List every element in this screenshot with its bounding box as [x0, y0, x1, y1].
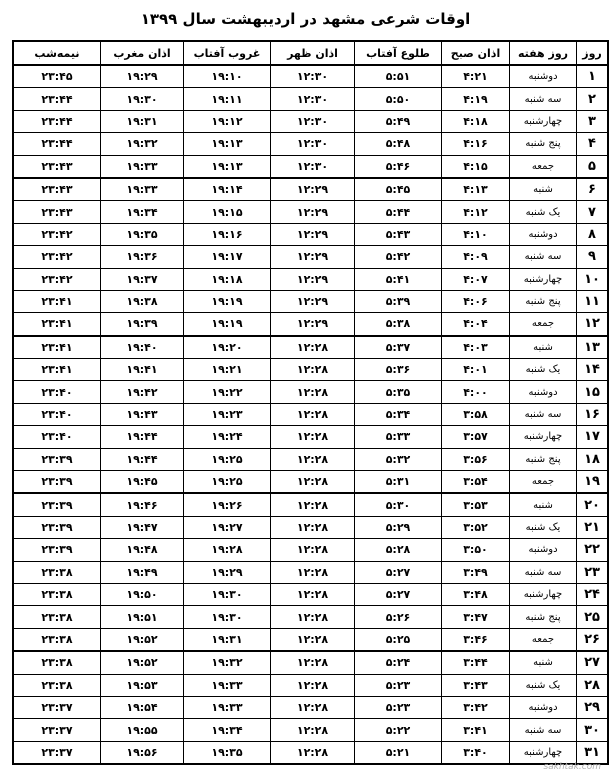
header-fajr: اذان صبح	[442, 41, 510, 65]
cell-sunrise: ۵:۲۶	[355, 606, 442, 628]
cell-sunset: ۱۹:۱۹	[184, 290, 271, 312]
table-row	[13, 674, 608, 696]
cell-dhuhr: ۱۲:۲۸	[271, 448, 355, 470]
cell-maghrib: ۱۹:۳۵	[101, 223, 184, 245]
cell-day: ۲۵	[577, 606, 609, 628]
cell-fajr: ۴:۰۴	[442, 313, 510, 336]
cell-dhuhr: ۱۲:۲۸	[271, 493, 355, 516]
cell-midnight: ۲۳:۳۹	[13, 493, 101, 516]
cell-dhuhr: ۱۲:۲۹	[271, 268, 355, 290]
cell-day: ۶	[577, 178, 609, 201]
cell-weekday: دوشنبه	[510, 539, 577, 561]
cell-weekday: جمعه	[510, 155, 577, 178]
cell-sunrise: ۵:۲۵	[355, 628, 442, 651]
cell-weekday: جمعه	[510, 313, 577, 336]
cell-sunset: ۱۹:۲۸	[184, 539, 271, 561]
header-sunset: غروب آفتاب	[184, 41, 271, 65]
cell-sunrise: ۵:۲۷	[355, 583, 442, 605]
table-row	[13, 65, 608, 88]
header-sunrise: طلوع آفتاب	[355, 41, 442, 65]
cell-weekday: شنبه	[510, 493, 577, 516]
cell-dhuhr: ۱۲:۲۸	[271, 403, 355, 425]
cell-weekday: جمعه	[510, 471, 577, 494]
cell-maghrib: ۱۹:۵۱	[101, 606, 184, 628]
cell-sunset: ۱۹:۲۴	[184, 426, 271, 448]
cell-sunrise: ۵:۲۱	[355, 741, 442, 764]
cell-maghrib: ۱۹:۴۸	[101, 539, 184, 561]
cell-sunset: ۱۹:۳۳	[184, 696, 271, 718]
cell-dhuhr: ۱۲:۲۸	[271, 606, 355, 628]
cell-sunrise: ۵:۳۱	[355, 471, 442, 494]
cell-fajr: ۳:۵۳	[442, 493, 510, 516]
cell-day: ۱۸	[577, 448, 609, 470]
cell-dhuhr: ۱۲:۳۰	[271, 88, 355, 110]
cell-day: ۱۱	[577, 290, 609, 312]
cell-fajr: ۴:۱۸	[442, 110, 510, 132]
cell-sunset: ۱۹:۳۵	[184, 741, 271, 764]
cell-fajr: ۳:۴۷	[442, 606, 510, 628]
cell-sunrise: ۵:۴۹	[355, 110, 442, 132]
cell-maghrib: ۱۹:۳۹	[101, 313, 184, 336]
cell-dhuhr: ۱۲:۳۰	[271, 133, 355, 155]
cell-midnight: ۲۳:۳۹	[13, 539, 101, 561]
cell-weekday: پنج شنبه	[510, 448, 577, 470]
cell-sunrise: ۵:۴۱	[355, 268, 442, 290]
cell-weekday: سه شنبه	[510, 719, 577, 741]
cell-day: ۱۵	[577, 381, 609, 403]
table-row	[13, 336, 608, 359]
table-row	[13, 313, 608, 336]
cell-fajr: ۴:۲۱	[442, 65, 510, 88]
cell-maghrib: ۱۹:۴۴	[101, 448, 184, 470]
cell-maghrib: ۱۹:۴۹	[101, 561, 184, 583]
cell-weekday: دوشنبه	[510, 65, 577, 88]
cell-sunrise: ۵:۴۶	[355, 155, 442, 178]
header-midnight: نیمه‌شب	[13, 41, 101, 65]
table-row	[13, 448, 608, 470]
table-row	[13, 539, 608, 561]
cell-fajr: ۴:۱۹	[442, 88, 510, 110]
cell-sunrise: ۵:۳۵	[355, 381, 442, 403]
table-row	[13, 201, 608, 223]
cell-weekday: پنج شنبه	[510, 606, 577, 628]
cell-sunrise: ۵:۲۳	[355, 674, 442, 696]
cell-midnight: ۲۳:۳۷	[13, 696, 101, 718]
cell-sunrise: ۵:۴۳	[355, 223, 442, 245]
cell-maghrib: ۱۹:۴۴	[101, 426, 184, 448]
header-maghrib: اذان مغرب	[101, 41, 184, 65]
table-header-row	[13, 41, 608, 65]
cell-sunrise: ۵:۲۸	[355, 539, 442, 561]
cell-maghrib: ۱۹:۵۴	[101, 696, 184, 718]
cell-midnight: ۲۳:۴۲	[13, 246, 101, 268]
cell-dhuhr: ۱۲:۲۸	[271, 628, 355, 651]
cell-midnight: ۲۳:۳۸	[13, 606, 101, 628]
cell-day: ۱۴	[577, 359, 609, 381]
cell-day: ۱۹	[577, 471, 609, 494]
cell-weekday: یک شنبه	[510, 359, 577, 381]
cell-midnight: ۲۳:۳۹	[13, 516, 101, 538]
cell-fajr: ۴:۱۵	[442, 155, 510, 178]
cell-fajr: ۳:۵۴	[442, 471, 510, 494]
cell-midnight: ۲۳:۳۹	[13, 471, 101, 494]
cell-weekday: یک شنبه	[510, 201, 577, 223]
cell-day: ۲۲	[577, 539, 609, 561]
cell-sunset: ۱۹:۱۵	[184, 201, 271, 223]
cell-sunrise: ۵:۵۱	[355, 65, 442, 88]
cell-sunrise: ۵:۳۶	[355, 359, 442, 381]
cell-fajr: ۳:۴۴	[442, 651, 510, 674]
cell-day: ۱۰	[577, 268, 609, 290]
cell-day: ۱۷	[577, 426, 609, 448]
cell-fajr: ۳:۴۲	[442, 696, 510, 718]
cell-sunrise: ۵:۴۵	[355, 178, 442, 201]
cell-sunset: ۱۹:۱۹	[184, 313, 271, 336]
cell-midnight: ۲۳:۴۰	[13, 426, 101, 448]
cell-midnight: ۲۳:۴۱	[13, 336, 101, 359]
cell-day: ۲۹	[577, 696, 609, 718]
cell-sunset: ۱۹:۱۷	[184, 246, 271, 268]
cell-sunset: ۱۹:۲۷	[184, 516, 271, 538]
cell-dhuhr: ۱۲:۲۸	[271, 359, 355, 381]
cell-sunset: ۱۹:۱۸	[184, 268, 271, 290]
cell-maghrib: ۱۹:۳۳	[101, 178, 184, 201]
cell-maghrib: ۱۹:۲۹	[101, 65, 184, 88]
cell-fajr: ۴:۰۳	[442, 336, 510, 359]
cell-sunset: ۱۹:۲۵	[184, 471, 271, 494]
cell-day: ۲۳	[577, 561, 609, 583]
cell-dhuhr: ۱۲:۲۸	[271, 583, 355, 605]
cell-day: ۹	[577, 246, 609, 268]
cell-sunrise: ۵:۲۲	[355, 719, 442, 741]
table-row	[13, 223, 608, 245]
cell-day: ۲۶	[577, 628, 609, 651]
cell-midnight: ۲۳:۳۸	[13, 583, 101, 605]
cell-weekday: سه شنبه	[510, 246, 577, 268]
cell-dhuhr: ۱۲:۲۹	[271, 201, 355, 223]
cell-maghrib: ۱۹:۵۵	[101, 719, 184, 741]
cell-dhuhr: ۱۲:۲۸	[271, 381, 355, 403]
table-row	[13, 155, 608, 178]
cell-day: ۵	[577, 155, 609, 178]
cell-dhuhr: ۱۲:۲۹	[271, 223, 355, 245]
cell-day: ۱۶	[577, 403, 609, 425]
cell-fajr: ۳:۴۹	[442, 561, 510, 583]
cell-day: ۱۲	[577, 313, 609, 336]
cell-midnight: ۲۳:۳۸	[13, 561, 101, 583]
cell-weekday: چهارشنبه	[510, 583, 577, 605]
cell-day: ۸	[577, 223, 609, 245]
table-row	[13, 359, 608, 381]
cell-sunrise: ۵:۵۰	[355, 88, 442, 110]
header-dhuhr: اذان ظهر	[271, 41, 355, 65]
cell-maghrib: ۱۹:۳۸	[101, 290, 184, 312]
cell-sunrise: ۵:۳۲	[355, 448, 442, 470]
cell-weekday: چهارشنبه	[510, 426, 577, 448]
cell-sunrise: ۵:۲۴	[355, 651, 442, 674]
table-row	[13, 178, 608, 201]
cell-dhuhr: ۱۲:۲۸	[271, 516, 355, 538]
cell-sunrise: ۵:۲۹	[355, 516, 442, 538]
cell-midnight: ۲۳:۳۸	[13, 674, 101, 696]
cell-midnight: ۲۳:۴۳	[13, 201, 101, 223]
cell-midnight: ۲۳:۳۹	[13, 448, 101, 470]
cell-sunset: ۱۹:۳۲	[184, 651, 271, 674]
cell-fajr: ۳:۴۳	[442, 674, 510, 696]
cell-sunrise: ۵:۳۸	[355, 313, 442, 336]
cell-fajr: ۳:۵۲	[442, 516, 510, 538]
cell-maghrib: ۱۹:۴۳	[101, 403, 184, 425]
cell-fajr: ۴:۰۹	[442, 246, 510, 268]
cell-fajr: ۴:۱۰	[442, 223, 510, 245]
cell-weekday: دوشنبه	[510, 381, 577, 403]
prayer-times-table	[12, 40, 609, 765]
cell-weekday: چهارشنبه	[510, 741, 577, 764]
cell-weekday: چهارشنبه	[510, 110, 577, 132]
cell-midnight: ۲۳:۴۱	[13, 313, 101, 336]
cell-dhuhr: ۱۲:۲۸	[271, 539, 355, 561]
cell-midnight: ۲۳:۴۲	[13, 268, 101, 290]
cell-midnight: ۲۳:۳۸	[13, 651, 101, 674]
cell-dhuhr: ۱۲:۲۸	[271, 719, 355, 741]
cell-sunset: ۱۹:۱۴	[184, 178, 271, 201]
cell-fajr: ۴:۰۷	[442, 268, 510, 290]
cell-sunset: ۱۹:۳۴	[184, 719, 271, 741]
cell-fajr: ۴:۰۱	[442, 359, 510, 381]
cell-dhuhr: ۱۲:۲۹	[271, 313, 355, 336]
cell-sunset: ۱۹:۱۳	[184, 133, 271, 155]
cell-day: ۱	[577, 65, 609, 88]
cell-maghrib: ۱۹:۳۷	[101, 268, 184, 290]
table-row	[13, 696, 608, 718]
cell-sunset: ۱۹:۳۰	[184, 606, 271, 628]
cell-weekday: دوشنبه	[510, 223, 577, 245]
cell-midnight: ۲۳:۳۸	[13, 628, 101, 651]
cell-sunrise: ۵:۲۳	[355, 696, 442, 718]
cell-midnight: ۲۳:۴۲	[13, 223, 101, 245]
cell-maghrib: ۱۹:۳۰	[101, 88, 184, 110]
cell-midnight: ۲۳:۴۱	[13, 359, 101, 381]
cell-sunrise: ۵:۴۴	[355, 201, 442, 223]
cell-weekday: پنج شنبه	[510, 133, 577, 155]
cell-dhuhr: ۱۲:۲۹	[271, 178, 355, 201]
cell-weekday: شنبه	[510, 651, 577, 674]
cell-fajr: ۳:۵۰	[442, 539, 510, 561]
cell-midnight: ۲۳:۴۴	[13, 88, 101, 110]
cell-dhuhr: ۱۲:۳۰	[271, 155, 355, 178]
cell-day: ۲۷	[577, 651, 609, 674]
cell-sunset: ۱۹:۲۱	[184, 359, 271, 381]
cell-sunset: ۱۹:۱۶	[184, 223, 271, 245]
table-row	[13, 110, 608, 132]
cell-midnight: ۲۳:۴۳	[13, 178, 101, 201]
table-row	[13, 133, 608, 155]
cell-dhuhr: ۱۲:۲۸	[271, 471, 355, 494]
cell-day: ۳	[577, 110, 609, 132]
cell-maghrib: ۱۹:۳۶	[101, 246, 184, 268]
cell-maghrib: ۱۹:۴۶	[101, 493, 184, 516]
cell-dhuhr: ۱۲:۲۸	[271, 696, 355, 718]
cell-sunset: ۱۹:۲۳	[184, 403, 271, 425]
cell-fajr: ۳:۴۸	[442, 583, 510, 605]
cell-sunset: ۱۹:۳۳	[184, 674, 271, 696]
cell-weekday: چهارشنبه	[510, 268, 577, 290]
table-row	[13, 516, 608, 538]
cell-dhuhr: ۱۲:۳۰	[271, 65, 355, 88]
cell-sunrise: ۵:۳۷	[355, 336, 442, 359]
cell-sunrise: ۵:۳۴	[355, 403, 442, 425]
cell-dhuhr: ۱۲:۳۰	[271, 110, 355, 132]
cell-day: ۳۱	[577, 741, 609, 764]
cell-dhuhr: ۱۲:۲۸	[271, 426, 355, 448]
cell-maghrib: ۱۹:۳۳	[101, 155, 184, 178]
cell-weekday: یک شنبه	[510, 516, 577, 538]
cell-dhuhr: ۱۲:۲۸	[271, 651, 355, 674]
table-row	[13, 246, 608, 268]
cell-fajr: ۳:۴۶	[442, 628, 510, 651]
cell-weekday: سه شنبه	[510, 403, 577, 425]
cell-sunset: ۱۹:۲۵	[184, 448, 271, 470]
table-row	[13, 88, 608, 110]
cell-day: ۲۴	[577, 583, 609, 605]
cell-weekday: سه شنبه	[510, 88, 577, 110]
cell-sunset: ۱۹:۳۰	[184, 583, 271, 605]
cell-weekday: شنبه	[510, 178, 577, 201]
cell-sunset: ۱۹:۲۹	[184, 561, 271, 583]
cell-weekday: یک شنبه	[510, 674, 577, 696]
table-row	[13, 493, 608, 516]
cell-day: ۷	[577, 201, 609, 223]
cell-weekday: شنبه	[510, 336, 577, 359]
cell-day: ۲۰	[577, 493, 609, 516]
cell-sunrise: ۵:۳۳	[355, 426, 442, 448]
page-title: اوقات شرعی مشهد در اردیبهشت سال ۱۳۹۹	[140, 10, 471, 28]
table-row	[13, 426, 608, 448]
cell-dhuhr: ۱۲:۲۸	[271, 674, 355, 696]
cell-dhuhr: ۱۲:۲۸	[271, 336, 355, 359]
table-row	[13, 381, 608, 403]
cell-dhuhr: ۱۲:۲۸	[271, 561, 355, 583]
cell-midnight: ۲۳:۴۴	[13, 133, 101, 155]
watermark: sakhtak.com	[543, 762, 601, 772]
cell-midnight: ۲۳:۴۱	[13, 290, 101, 312]
cell-fajr: ۴:۰۰	[442, 381, 510, 403]
cell-weekday: سه شنبه	[510, 561, 577, 583]
header-day: روز	[577, 41, 609, 65]
cell-maghrib: ۱۹:۴۲	[101, 381, 184, 403]
cell-sunrise: ۵:۲۷	[355, 561, 442, 583]
table-row	[13, 628, 608, 651]
cell-fajr: ۳:۴۰	[442, 741, 510, 764]
table-row	[13, 561, 608, 583]
cell-fajr: ۴:۰۶	[442, 290, 510, 312]
table-row	[13, 741, 608, 764]
cell-midnight: ۲۳:۴۴	[13, 110, 101, 132]
cell-sunset: ۱۹:۲۶	[184, 493, 271, 516]
cell-midnight: ۲۳:۴۰	[13, 381, 101, 403]
cell-maghrib: ۱۹:۴۱	[101, 359, 184, 381]
table-row	[13, 583, 608, 605]
cell-sunrise: ۵:۴۲	[355, 246, 442, 268]
cell-fajr: ۴:۱۲	[442, 201, 510, 223]
cell-midnight: ۲۳:۴۰	[13, 403, 101, 425]
cell-day: ۲۸	[577, 674, 609, 696]
cell-sunset: ۱۹:۲۰	[184, 336, 271, 359]
cell-fajr: ۳:۵۶	[442, 448, 510, 470]
header-weekday: روز هفته	[510, 41, 577, 65]
cell-sunset: ۱۹:۲۲	[184, 381, 271, 403]
cell-day: ۲۱	[577, 516, 609, 538]
cell-day: ۲	[577, 88, 609, 110]
cell-day: ۱۳	[577, 336, 609, 359]
cell-dhuhr: ۱۲:۲۸	[271, 741, 355, 764]
cell-fajr: ۴:۱۶	[442, 133, 510, 155]
cell-dhuhr: ۱۲:۲۹	[271, 290, 355, 312]
cell-maghrib: ۱۹:۵۲	[101, 628, 184, 651]
cell-maghrib: ۱۹:۳۴	[101, 201, 184, 223]
table-row	[13, 471, 608, 494]
table-row	[13, 651, 608, 674]
cell-weekday: دوشنبه	[510, 696, 577, 718]
cell-maghrib: ۱۹:۴۰	[101, 336, 184, 359]
cell-weekday: جمعه	[510, 628, 577, 651]
cell-sunrise: ۵:۳۰	[355, 493, 442, 516]
cell-sunset: ۱۹:۱۱	[184, 88, 271, 110]
table-row	[13, 290, 608, 312]
cell-midnight: ۲۳:۴۳	[13, 155, 101, 178]
cell-dhuhr: ۱۲:۲۹	[271, 246, 355, 268]
cell-sunset: ۱۹:۱۳	[184, 155, 271, 178]
table-row	[13, 403, 608, 425]
cell-maghrib: ۱۹:۵۶	[101, 741, 184, 764]
cell-sunrise: ۵:۳۹	[355, 290, 442, 312]
cell-sunset: ۱۹:۱۰	[184, 65, 271, 88]
cell-midnight: ۲۳:۳۷	[13, 719, 101, 741]
cell-fajr: ۳:۵۸	[442, 403, 510, 425]
table-row	[13, 268, 608, 290]
cell-day: ۳۰	[577, 719, 609, 741]
cell-maghrib: ۱۹:۴۵	[101, 471, 184, 494]
cell-midnight: ۲۳:۳۷	[13, 741, 101, 764]
cell-maghrib: ۱۹:۵۲	[101, 651, 184, 674]
cell-sunset: ۱۹:۳۱	[184, 628, 271, 651]
cell-maghrib: ۱۹:۵۳	[101, 674, 184, 696]
cell-fajr: ۳:۴۱	[442, 719, 510, 741]
cell-maghrib: ۱۹:۴۷	[101, 516, 184, 538]
cell-fajr: ۳:۵۷	[442, 426, 510, 448]
cell-weekday: پنج شنبه	[510, 290, 577, 312]
cell-sunset: ۱۹:۱۲	[184, 110, 271, 132]
cell-maghrib: ۱۹:۳۱	[101, 110, 184, 132]
cell-sunrise: ۵:۴۸	[355, 133, 442, 155]
cell-maghrib: ۱۹:۵۰	[101, 583, 184, 605]
cell-maghrib: ۱۹:۳۲	[101, 133, 184, 155]
cell-midnight: ۲۳:۴۵	[13, 65, 101, 88]
table-row	[13, 719, 608, 741]
cell-fajr: ۴:۱۳	[442, 178, 510, 201]
cell-day: ۴	[577, 133, 609, 155]
table-row	[13, 606, 608, 628]
